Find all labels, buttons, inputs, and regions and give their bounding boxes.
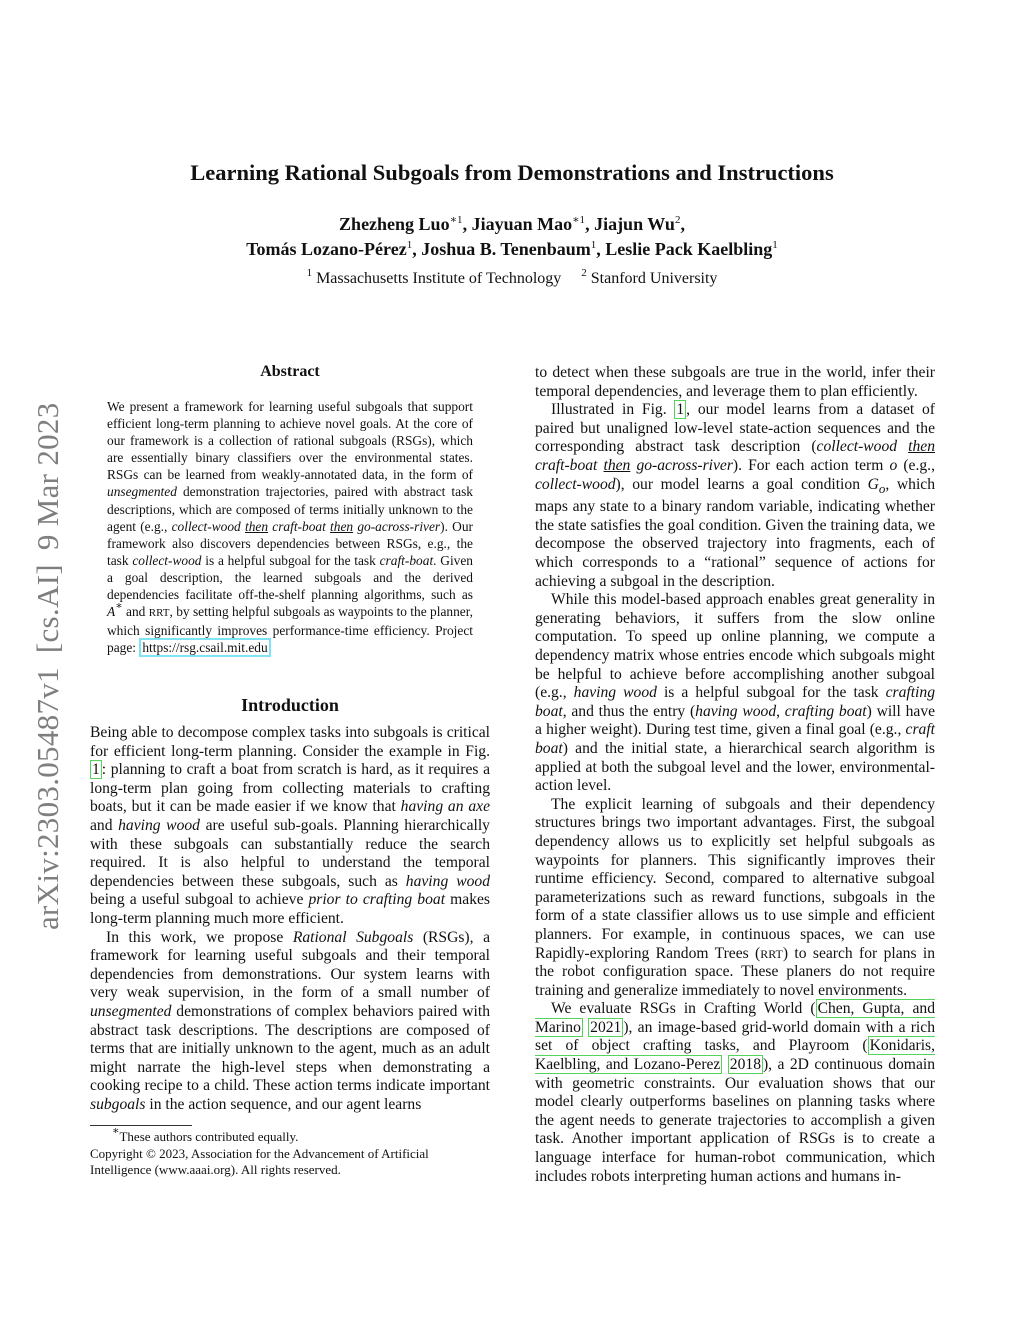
paper-title: Learning Rational Subgoals from Demonstrations and Instructions [190,160,834,185]
arxiv-id: arXiv:2303.05487v1 [30,667,65,930]
citation-link[interactable]: Konidaris, Kaelbling, and Lozano-Perez [535,1037,935,1074]
arxiv-date: 9 Mar 2023 [30,402,65,551]
author-name: Joshua B. Tenenbaum [421,239,591,259]
footnote: ∗These authors contributed equally. Copyright © 2023, Association for the Advancement of Artificial Intelligence (www.aaai.org). All rights reserved. [90,1129,490,1179]
affiliation: Stanford University [590,270,718,287]
project-page-link[interactable]: https://rsg.csail.mit.edu [139,638,270,657]
author-name: Leslie Pack Kaelbling [605,239,773,259]
author-name: Jiajun Wu [594,214,675,234]
author-line-1: Zhezheng Luo$^{∗1}$, Jiayuan Mao$^{∗1}$, Jiajun Wu$^2$, [339,214,685,234]
figure-ref-link[interactable]: 1 [676,401,685,419]
abstract-body: We present a framework for learning useful subgoals that support efficient long-term planning to achieve novel goals. At the core of our framework is a collection of rational subgoals (RSGs), which are essentially binary classifiers over the environmental states. RSGs can be learned from weakly-annotated data, in the form of unsegmented demonstration trajectories, paired with abstract task descriptions, which are composed of terms initially unknown to the agent (e.g., collect-wood then craft-boat then go-across-river). Our framework also discovers dependencies between RSGs, e.g., the task collect-wood is a helpful subgoal for the task craft-boat. Given a goal description, the learned subgoals and the derived dependencies facilitate off-the-shelf planning algorithms, such as A∗ and RRT, by setting helpful subgoals as waypoints to the planner, which significantly improves performance-time efficiency. Project page: https://rsg.csail.mit.edu [107,399,474,656]
footnote-rule [90,1125,192,1126]
footnote-copyright: Copyright © 2023, Association for the Advancement of Artificial Intelligence (www.aaai.org). All rights reserved. [90,1145,429,1177]
author-name: Jiayuan Mao [471,214,573,234]
author-line-2: Tomás Lozano-Pérez$^1$, Joshua B. Tenenbaum$^1$, Leslie Pack Kaelbling$^1$ [246,239,778,259]
introduction-right-column: to detect when these subgoals are true in the world, infer their temporal dependencies, and leverage them to plan efficiently. Illustrated in Fig. 1 , our model learns from a dataset of paired but unaligned low-level state-action sequences and the corresponding abstract task description (collect-wood then craft-boat then go-across-river). For each action term o (e.g., collect-wood), our model learns a goal condition $G_o$, which maps any state to a binary random variable, indicating whether the state satisfies the goal condition. Given the training data, we decompose the observed trajectory into fragments, each of which corresponds to a “rational” sequence of actions for achieving a subgoal in the description. While this model-based approach enables great generality in generating behaviors, it suffers from the slow online computation. To speed up online planning, we compute a dependency matrix whose entries encode which subgoals might be helpful to achieve before accomplishing another subgoal (e.g., having wood is a helpful subgoal for the task crafting boat, and thus the entry (having wood, crafting boat) will have a higher weight). During test time, given a final goal (e.g., craft boat) and the initial state, a hierarchical search algorithm is applied at both the subgoal level and the lower, environmental-action level. The explicit learning of subgoals and their dependency structures brings two important advantages. First, the subgoal dependency allows us to explicitly set helpful subgoals as waypoints for planners. This significantly improves their runtime efficiency. Second, compared to alternative subgoal parameterizations such as reward functions, subgoals in the form of a state classifier allows us to use simple and efficient planners. For example, in continuous spaces, we can use Rapidly-exploring Random Trees (RRT) to search for plans in the robot configuration space. These planers do not require training and generalize immediately to novel environments. We evaluate RSGs in Crafting World ( Chen, Gupta, and Marino 2021 ), an image-based grid-world domain with a rich set of object crafting tasks, and Playroom ( Konidaris, Kaelbling, and Lozano-Perez 2018 ), a 2D continuous domain with geometric constraints. Our evaluation shows that our model clearly outperforms baselines on planning tasks where the agent needs to generate trajectories to accomplish a given task. Another important application of RSGs is to create a language interface for human-robot communication, which includes robots interpreting human actions and humans in- [535,364,936,1185]
introduction-heading: Introduction [241,695,339,715]
affiliations: $^1$ Massachusetts Institute of Technology $^2$ Stanford University [306,267,718,287]
arxiv-watermark [30,402,66,930]
author-name: Zhezheng Luo [339,214,450,234]
footnote-equal-contribution: These authors contributed equally. [119,1129,299,1144]
citation-link[interactable]: 2018 [729,1056,761,1074]
introduction-left-column: Being able to decompose complex tasks into subgoals is critical for efficient long-term planning. Consider the example in Fig. 1 : planning to craft a boat from scratch is hard, as it requires a long-term plan going from collecting materials to crafting boats, but it can be made easier if we know that having an axe and having wood are useful sub-goals. Planning hierarchically with these subgoals can substantially reduce the search required. It is also helpful to understand the temporal dependencies between these subgoals, such as having wood being a useful subgoal to achieve prior to crafting boat makes long-term planning much more efficient. In this work, we propose Rational Subgoals (RSGs), a framework for learning useful subgoals and their temporal dependencies from demonstrations. Our system learns with very weak supervision, in the form of a small number of unsegmented demonstrations of complex behaviors paired with abstract task descriptions. The descriptions are composed of terms that are initially unknown to the agent, much as an adult might narrate the high-level steps when demonstrating a cooking recipe to a child. These action terms indicate important subgoals in the action sequence, and our agent learns [90,724,490,1113]
arxiv-category: [cs.AI] [30,564,65,654]
affiliation: Massachusetts Institute of Technology [316,270,562,287]
abstract-heading: Abstract [260,363,320,380]
citation-link[interactable]: Chen, Gupta, and Marino [535,1000,935,1036]
citation-link[interactable]: 2021 [590,1018,622,1036]
author-name: Tomás Lozano-Pérez [246,239,407,259]
figure-ref-link[interactable]: 1 [92,761,100,779]
